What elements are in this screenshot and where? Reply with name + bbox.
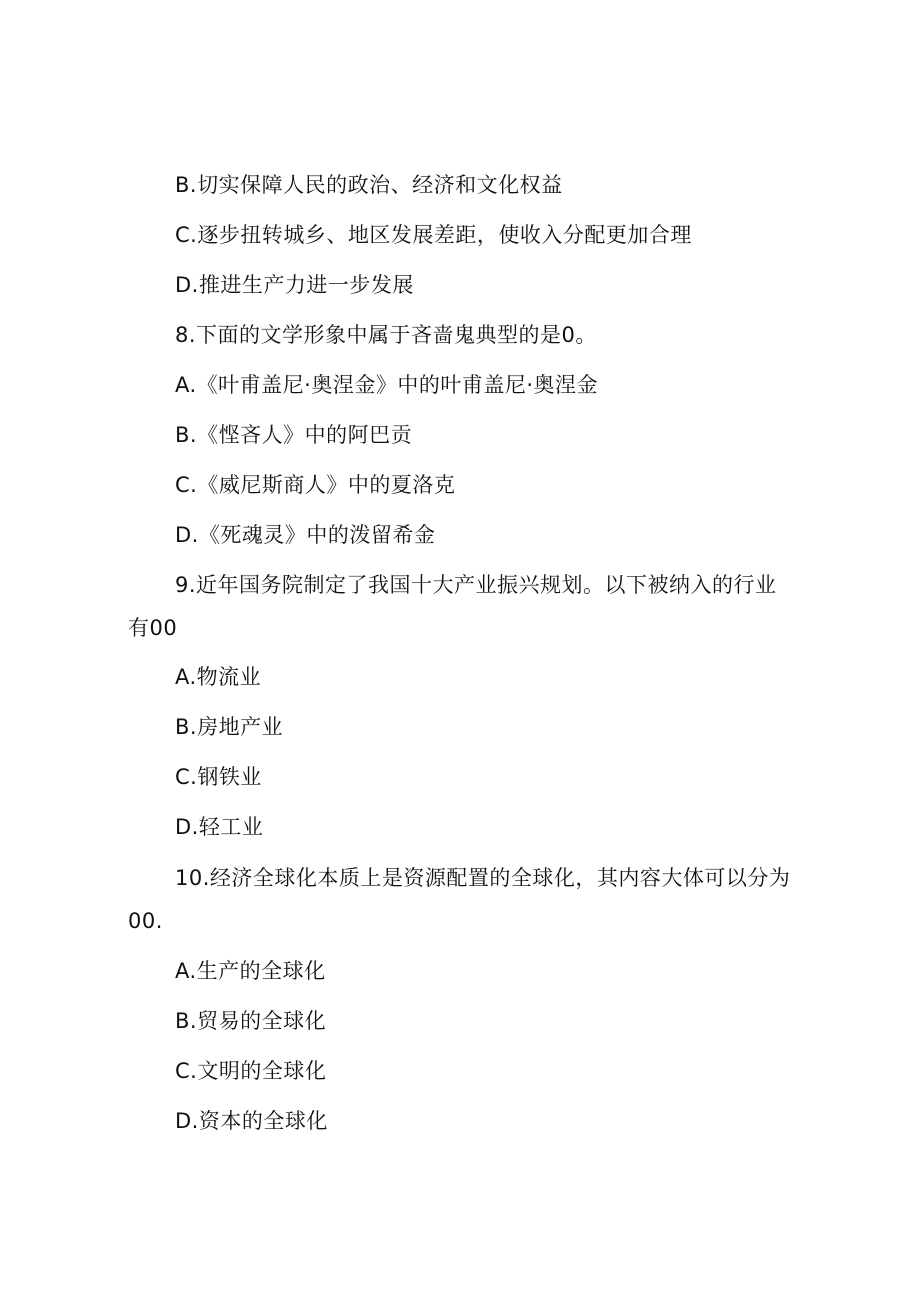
q7-option-b: B.切实保障人民的政治、经济和文化权益: [175, 173, 563, 197]
q9-option-d: D.轻工业: [175, 815, 264, 839]
q7-option-d: D.推进生产力进一步发展: [175, 273, 414, 297]
q8-stem: 8.下面的文学形象中属于吝啬鬼典型的是0。: [175, 323, 597, 347]
q8-option-a: A.《叶甫盖尼·奥涅金》中的叶甫盖尼·奥涅金: [175, 373, 599, 397]
q8-option-d: D.《死魂灵》中的泼留希金: [175, 523, 436, 547]
q9-option-c: C.钢铁业: [175, 765, 262, 789]
q10-option-d: D.资本的全球化: [175, 1109, 328, 1133]
q9-stem-line2: 有00: [128, 616, 178, 640]
q10-option-c: C.文明的全球化: [175, 1059, 327, 1083]
q10-option-b: B.贸易的全球化: [175, 1009, 327, 1033]
q10-option-a: A.生产的全球化: [175, 959, 326, 983]
q9-option-b: B.房地产业: [175, 715, 284, 739]
q9-stem-line1: 9.近年国务院制定了我国十大产业振兴规划。以下被纳入的行业: [175, 573, 777, 597]
q7-option-c: C.逐步扭转城乡、地区发展差距，使收入分配更加合理: [175, 223, 692, 247]
q10-stem-line2: 00.: [128, 909, 163, 933]
q8-option-c: C.《威尼斯商人》中的夏洛克: [175, 473, 456, 497]
q8-option-b: B.《悭吝人》中的阿巴贡: [175, 423, 413, 447]
q9-option-a: A.物流业: [175, 665, 262, 689]
q10-stem-line1: 10.经济全球化本质上是资源配置的全球化，其内容大体可以分为: [175, 866, 791, 890]
